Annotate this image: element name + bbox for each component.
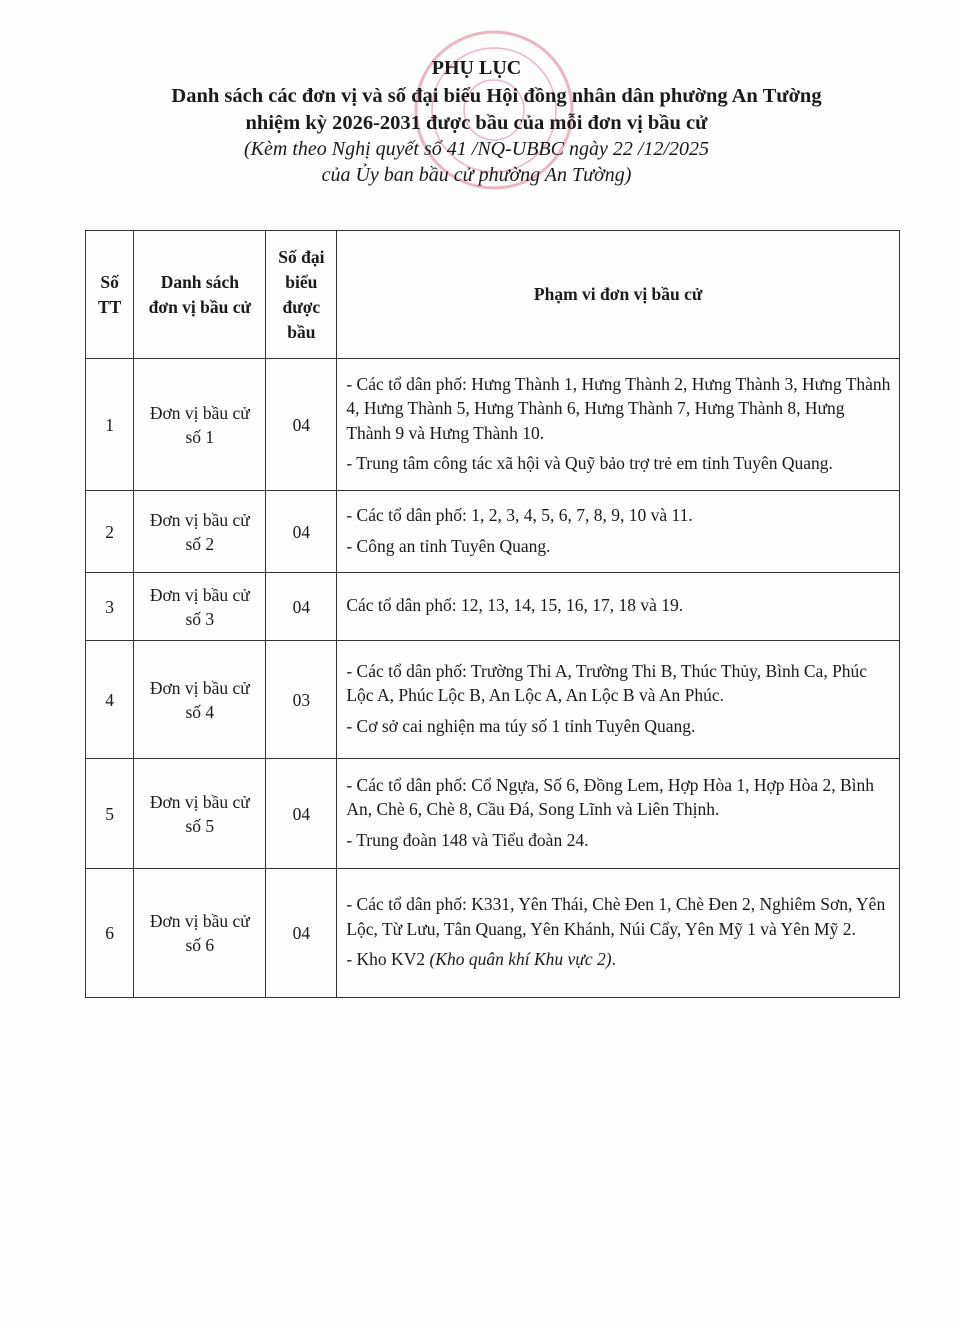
header-unit: Danh sách đơn vị bầu cử <box>134 231 266 359</box>
row-delegates: 03 <box>266 641 337 759</box>
row-unit: Đơn vị bầu cử số 4 <box>134 641 266 759</box>
scope-suffix: . <box>611 949 616 970</box>
scope-item <box>346 947 891 972</box>
row-delegates: 04 <box>266 869 337 998</box>
row-scope <box>337 573 900 641</box>
scope-item: - Cơ sở cai nghiện ma túy số 1 tỉnh Tuyên Quang. <box>346 715 696 736</box>
row-scope <box>337 759 900 869</box>
election-units-table <box>85 230 900 998</box>
header-delegates: Số đại biểu được bầu <box>266 231 337 359</box>
table-header-row <box>86 231 900 359</box>
table-row <box>86 759 900 869</box>
table-row <box>86 573 900 641</box>
table-row <box>86 869 900 998</box>
table-row <box>86 491 900 573</box>
scope-item: - Trung đoàn 148 và Tiểu đoàn 24. <box>346 829 589 850</box>
table-row <box>86 641 900 759</box>
row-scope <box>337 359 900 491</box>
row-unit: Đơn vị bầu cử số 3 <box>134 573 266 641</box>
row-delegates: 04 <box>266 491 337 573</box>
doc-subtitle-1: Danh sách các đơn vị và số đại biểu Hội đồng nhân dân phường An Tường <box>171 85 822 107</box>
row-unit: Đơn vị bầu cử số 1 <box>134 359 266 491</box>
row-delegates: 04 <box>266 573 337 641</box>
row-stt: 1 <box>86 359 134 491</box>
scope-item: - Các tổ dân phố: K331, Yên Thái, Chè Đen 1, Chè Đen 2, Nghiêm Sơn, Yên Lộc, Từ Lưu, Tân Quang, Yên Khánh, Núi Cẩy, Yên Mỹ 1 và Yên Mỹ 2. <box>346 894 886 939</box>
doc-subtitle-2: nhiệm kỳ 2026-2031 được bầu của mỗi đơn vị bầu cử <box>245 112 708 134</box>
row-delegates: 04 <box>266 759 337 869</box>
table-row <box>86 359 900 491</box>
row-unit: Đơn vị bầu cử số 5 <box>134 759 266 869</box>
scope-item: Các tổ dân phố: 12, 13, 14, 15, 16, 17, 18 và 19. <box>346 595 684 616</box>
scope-item: - Trung tâm công tác xã hội và Quỹ bảo trợ trẻ em tỉnh Tuyên Quang. <box>346 453 833 473</box>
row-scope <box>337 491 900 573</box>
row-scope <box>337 869 900 998</box>
doc-title: PHỤ LỤC <box>431 57 522 79</box>
scope-item: - Các tổ dân phố: Trường Thi A, Trường Thi B, Thúc Thủy, Bình Ca, Phúc Lộc A, Phúc Lộc B, An Lộc A, An Lộc B và An Phúc. <box>346 660 868 706</box>
scope-italic: (Kho quân khí Khu vực 2) <box>429 949 612 970</box>
scope-item: - Công an tỉnh Tuyên Quang. <box>346 535 551 556</box>
row-delegates: 04 <box>266 359 337 491</box>
header-stt: Số TT <box>86 231 134 359</box>
doc-note-2: của Ủy ban bầu cử phường An Tường) <box>321 164 632 186</box>
doc-note-1: (Kèm theo Nghị quyết số 41 /NQ-UBBC ngày 22 /12/2025 <box>244 138 709 160</box>
row-unit: Đơn vị bầu cử số 2 <box>134 491 266 573</box>
scope-item: - Các tổ dân phố: 1, 2, 3, 4, 5, 6, 7, 8, 9, 10 và 11. <box>346 505 693 525</box>
row-scope <box>337 641 900 759</box>
row-unit: Đơn vị bầu cử số 6 <box>134 869 266 998</box>
row-stt: 6 <box>86 869 134 998</box>
row-stt: 3 <box>86 573 134 641</box>
scope-item: - Các tổ dân phố: Hưng Thành 1, Hưng Thành 2, Hưng Thành 3, Hưng Thành 4, Hưng Thành 5, Hưng Thành 6, Hưng Thành 7, Hưng Thành 8, Hưng Thành 9 và Hưng Thành 10. <box>346 373 891 443</box>
header-scope: Phạm vi đơn vị bầu cử <box>337 231 900 359</box>
scope-prefix: - Kho KV2 <box>346 949 430 970</box>
row-stt: 4 <box>86 641 134 759</box>
scope-item: - Các tổ dân phố: Cổ Ngựa, Số 6, Đồng Lem, Hợp Hòa 1, Hợp Hòa 2, Bình An, Chè 6, Chè 8, Cầu Đá, Song Lĩnh và Liên Thịnh. <box>346 774 875 820</box>
row-stt: 2 <box>86 491 134 573</box>
row-stt: 5 <box>86 759 134 869</box>
